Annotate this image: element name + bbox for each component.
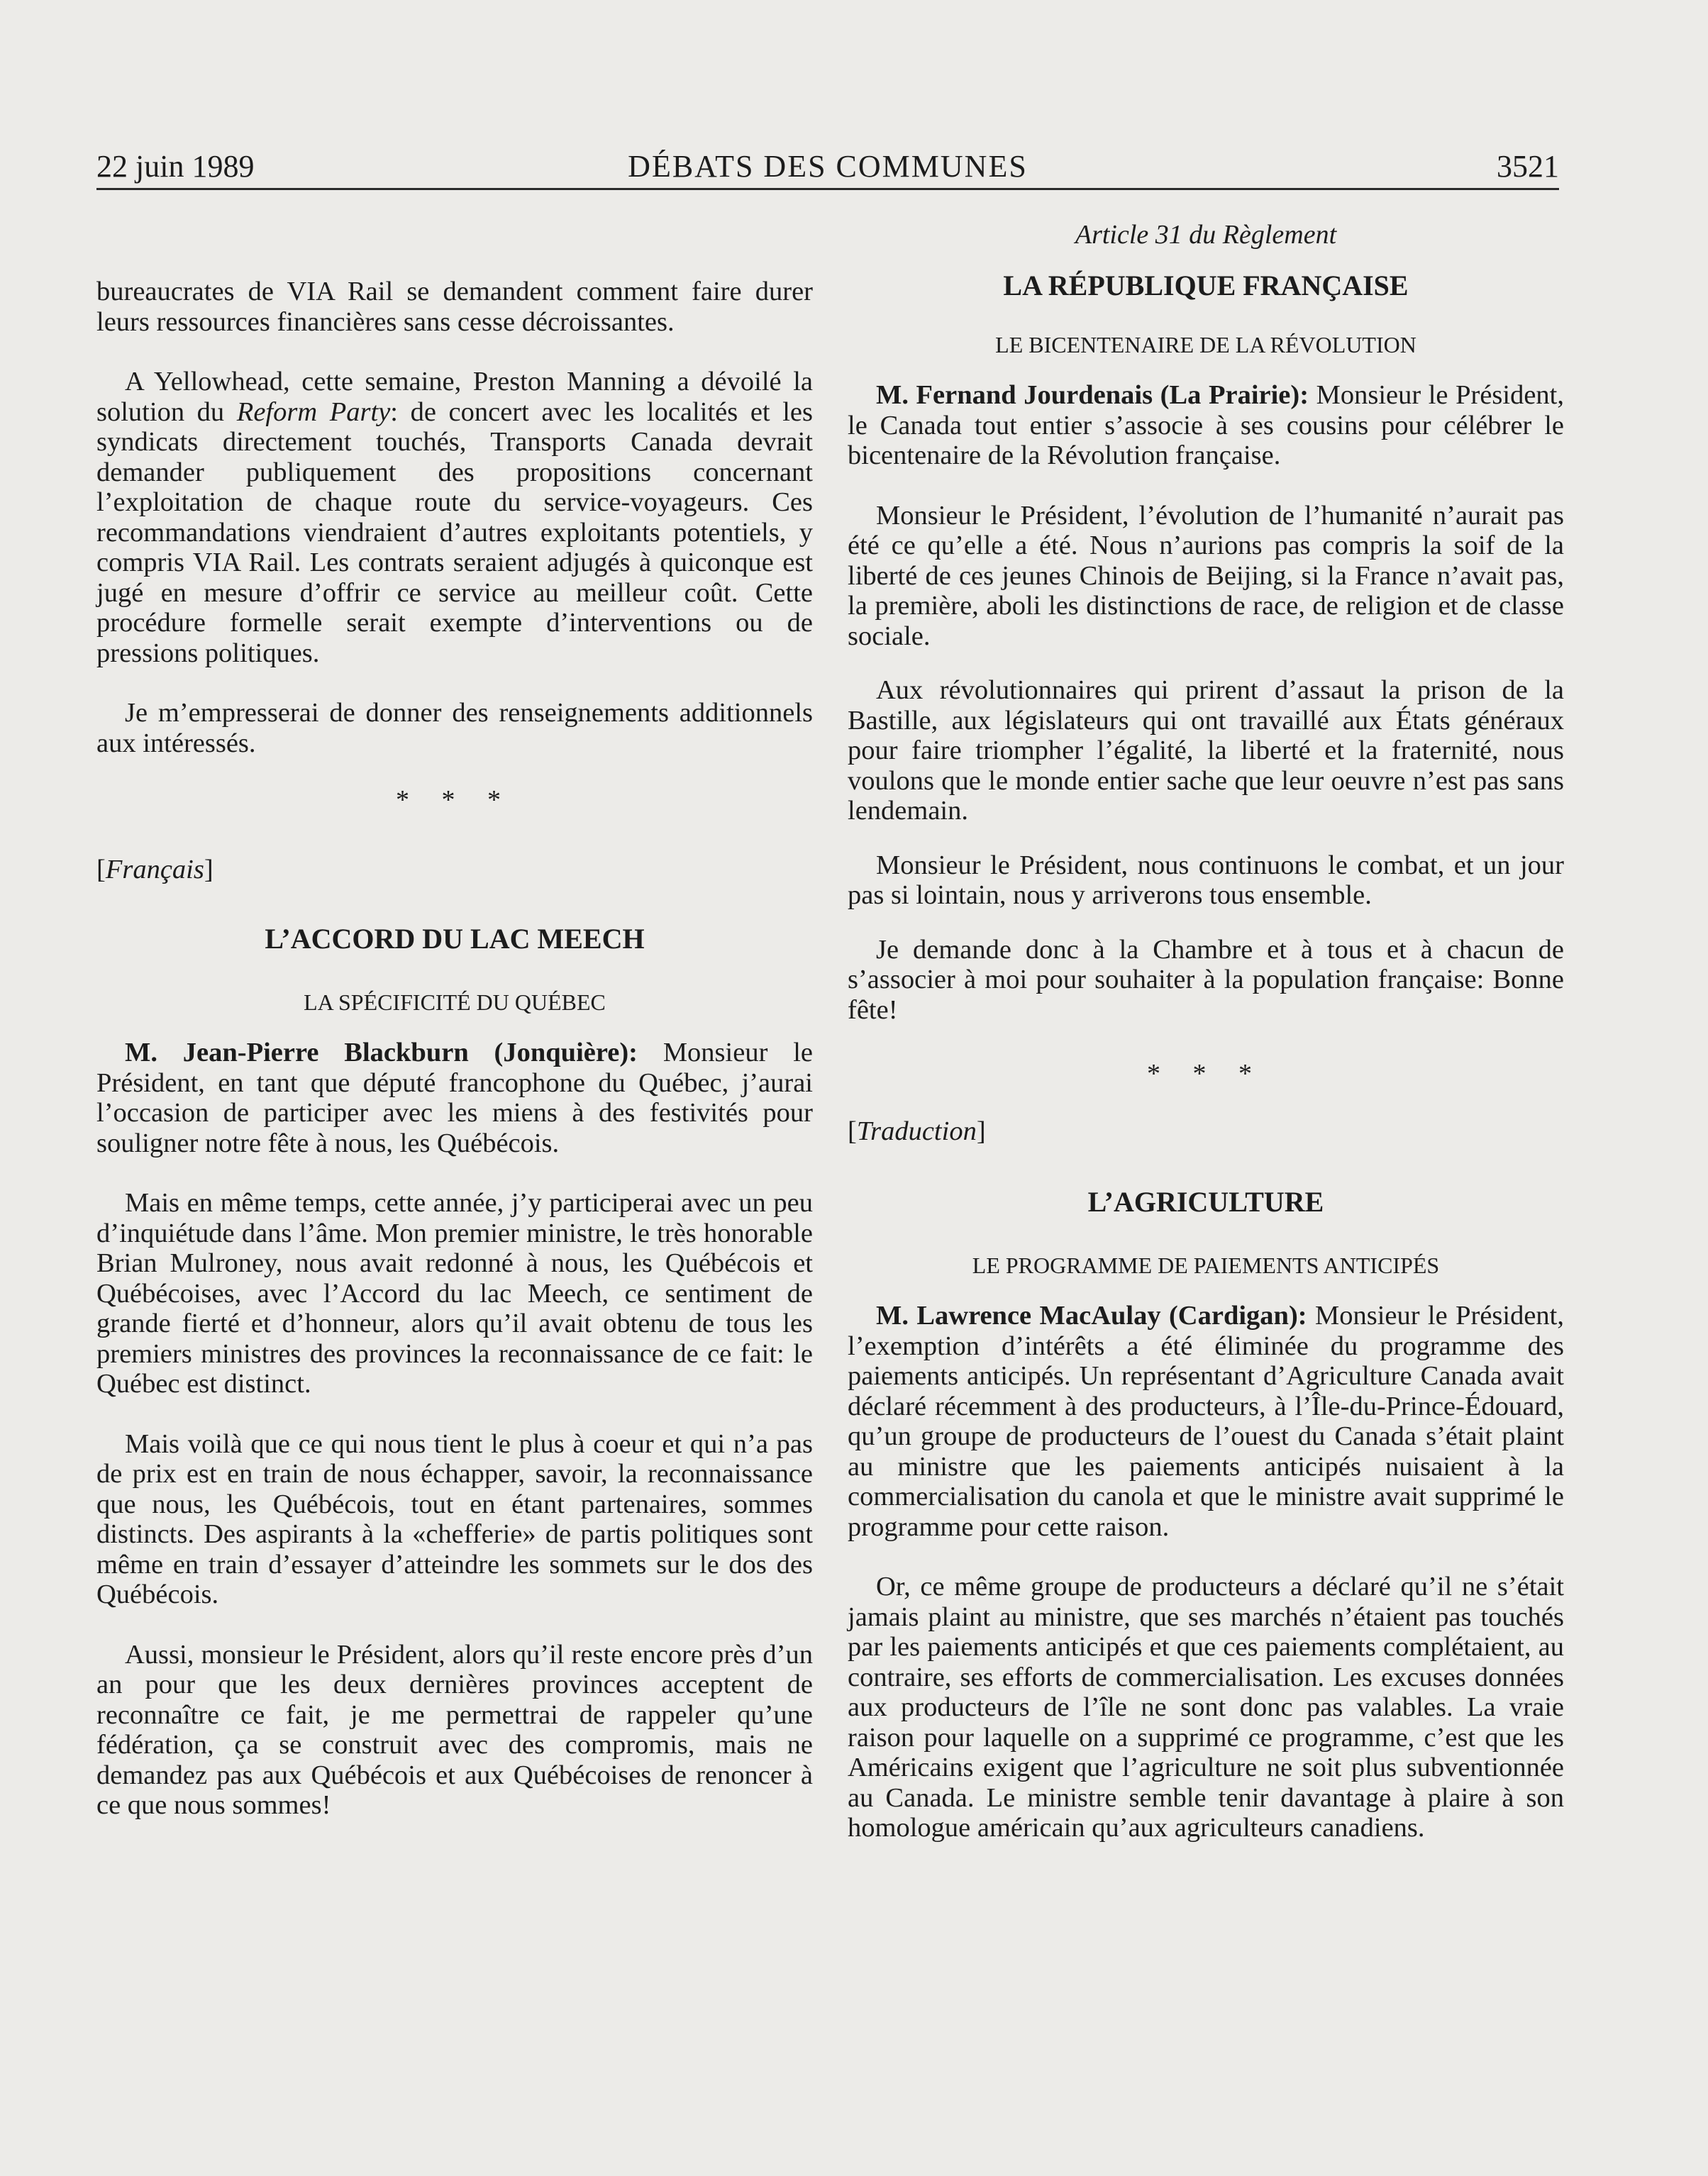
- bracket: ]: [976, 1116, 986, 1146]
- language-tag: [848, 1116, 1564, 1147]
- language-name: Traduction: [856, 1116, 977, 1146]
- language-name: Français: [105, 854, 204, 884]
- paragraph: Je demande donc à la Chambre et à tous et à chacun de s’associer à moi pour souhaiter à la population française: Bonne fête!: [848, 934, 1564, 1025]
- bracket: [: [96, 854, 106, 884]
- running-header: [96, 145, 1559, 190]
- bracket: ]: [204, 854, 214, 884]
- header-page-number: 3521: [1497, 149, 1559, 184]
- text-run: A Yellowhead, cette semaine, Preston Manning a dévoilé la solution du: [96, 367, 813, 427]
- paragraph: Mais voilà que ce qui nous tient le plus à coeur et qui n’a pas de prix est en train de nous échapper, savoir, la reconnaissance que nous, les Québécois, tout en étant partenaires, sommes distincts. Des aspirants à la «chefferie» de partis politiques sont même en train d’essayer d’atteindre les sommets sur le dos des Québécois.: [96, 1428, 813, 1609]
- section-subheading: LE PROGRAMME DE PAIEMENTS ANTICIPÉS: [972, 1253, 1440, 1278]
- left-column: [96, 213, 813, 1821]
- right-column: [848, 213, 1564, 1843]
- text-run: : de concert avec les localités et les syndicats directement touchés, Transports Canada devrait demander publiquement des propositions concernant l’exploitation de chaque route du service-voyageurs. Ces recommandations viendraient d’autres exploitants potentiels, y compris VIA Rail. Les contrats seraient adjugés à quiconque est jugé en mesure d’offrir ce service au meilleur coût. Cette procédure formelle serait exempte d’interventions ou de pressions politiques.: [96, 396, 813, 668]
- section-heading: L’ACCORD DU LAC MEECH: [265, 923, 645, 955]
- paragraph: Monsieur le Président, l’évolution de l’humanité n’aurait pas été ce qu’elle a été. Nous n’aurions pas compris la soif de la liberté de ces jeunes Chinois de Beijing, si la France n’avait pas, la première, aboli les distinctions de race, de religion et de classe sociale.: [848, 500, 1564, 651]
- header-date: 22 juin 1989: [96, 149, 255, 184]
- language-tag: [96, 855, 813, 885]
- text-run: Monsieur le Président, le Canada tout entier s’associe à ses cousins pour célébrer le bicentenaire de la Révolution française.: [848, 380, 1564, 470]
- paragraph: Aux révolutionnaires qui prirent d’assaut la prison de la Bastille, aux législateurs qui ont travaillé aux États généraux pour faire triompher l’égalité, la liberté et la fraternité, nous voulons que le monde entier sache que leur oeuvre n’est pas sans lendemain.: [848, 675, 1564, 826]
- header-publication: DÉBATS DES COMMUNES: [628, 149, 1028, 184]
- paragraph: Je m’empresserai de donner des renseignements additionnels aux intéressés.: [96, 698, 813, 758]
- party-name: Reform Party: [236, 396, 391, 427]
- paragraph: [848, 380, 1564, 471]
- section-separator: * * *: [396, 785, 514, 815]
- paragraph: bureaucrates de VIA Rail se demandent comment faire durer leurs ressources financières sans cesse décroissantes.: [96, 277, 813, 337]
- text-run: Monsieur le Président, l’exemption d’intérêts a été éliminée du programme des paiements anticipés. Un représentant d’Agriculture Canada avait déclaré récemment à des producteurs, à l’Île-du-Prince-Édouard, qu’un groupe de producteurs de l’ouest du Canada s’était plaint au ministre que les paiements anticipés nuisaient à la commercialisation du canola et que le ministre avait supprimé le programme pour cette raison.: [848, 1301, 1564, 1542]
- text-run: Monsieur le Président, en tant que député francophone du Québec, j’aurai l’occasion de participer avec les miens à des festivités pour souligner notre fête à nous, les Québécois.: [96, 1038, 813, 1158]
- section-subheading: LE BICENTENAIRE DE LA RÉVOLUTION: [995, 332, 1416, 357]
- section-separator: * * *: [1147, 1059, 1265, 1089]
- paragraph: [96, 1038, 813, 1158]
- bracket: [: [848, 1116, 857, 1146]
- paragraph: [96, 367, 813, 668]
- rubric: Article 31 du Règlement: [1075, 220, 1337, 250]
- section-heading: LA RÉPUBLIQUE FRANÇAISE: [1003, 270, 1409, 301]
- section-subheading: LA SPÉCIFICITÉ DU QUÉBEC: [304, 989, 606, 1015]
- speaker-name: M. Jean-Pierre Blackburn (Jonquière):: [125, 1038, 638, 1067]
- paragraph: Or, ce même groupe de producteurs a déclaré qu’il ne s’était jamais plaint au ministre, que ses marchés n’étaient pas touchés par les paiements anticipés et que ces paiements complétaient, au contraire, ses efforts de commercialisation. Les excuses données aux producteurs de l’île ne sont donc pas valables. La vraie raison pour laquelle on a supprimé ce programme, c’est que les Américains exigent que l’agriculture ne soit plus subventionnée au Canada. Le ministre semble tenir davantage à plaire à son homologue américain qu’aux agriculteurs canadiens.: [848, 1572, 1564, 1843]
- section-heading: L’AGRICULTURE: [1087, 1186, 1324, 1218]
- speaker-name: M. Fernand Jourdenais (La Prairie):: [876, 380, 1309, 410]
- paragraph: Mais en même temps, cette année, j’y participerai avec un peu d’inquiétude dans l’âme. Mon premier ministre, le très honorable Brian Mulroney, nous avait redonné à nous, les Québécois et Québécoises, avec l’Accord du lac Meech, ce sentiment de grande fierté et d’honneur, alors qu’il avait obtenu de tous les premiers ministres des provinces la reconnaissance de ce fait: le Québec est distinct.: [96, 1188, 813, 1399]
- paragraph: Aussi, monsieur le Président, alors qu’il reste encore près d’un an pour que les deux dernières provinces acceptent de reconnaître ce fait, je me permettrai de rappeler qu’une fédération, ça se construit avec des compromis, mais ne demandez pas aux Québécois et aux Québécoises de renoncer à ce que nous sommes!: [96, 1639, 813, 1820]
- paragraph: Monsieur le Président, nous continuons le combat, et un jour pas si lointain, nous y arriverons tous ensemble.: [848, 850, 1564, 910]
- speaker-name: M. Lawrence MacAulay (Cardigan):: [876, 1301, 1307, 1331]
- paragraph: [848, 1301, 1564, 1542]
